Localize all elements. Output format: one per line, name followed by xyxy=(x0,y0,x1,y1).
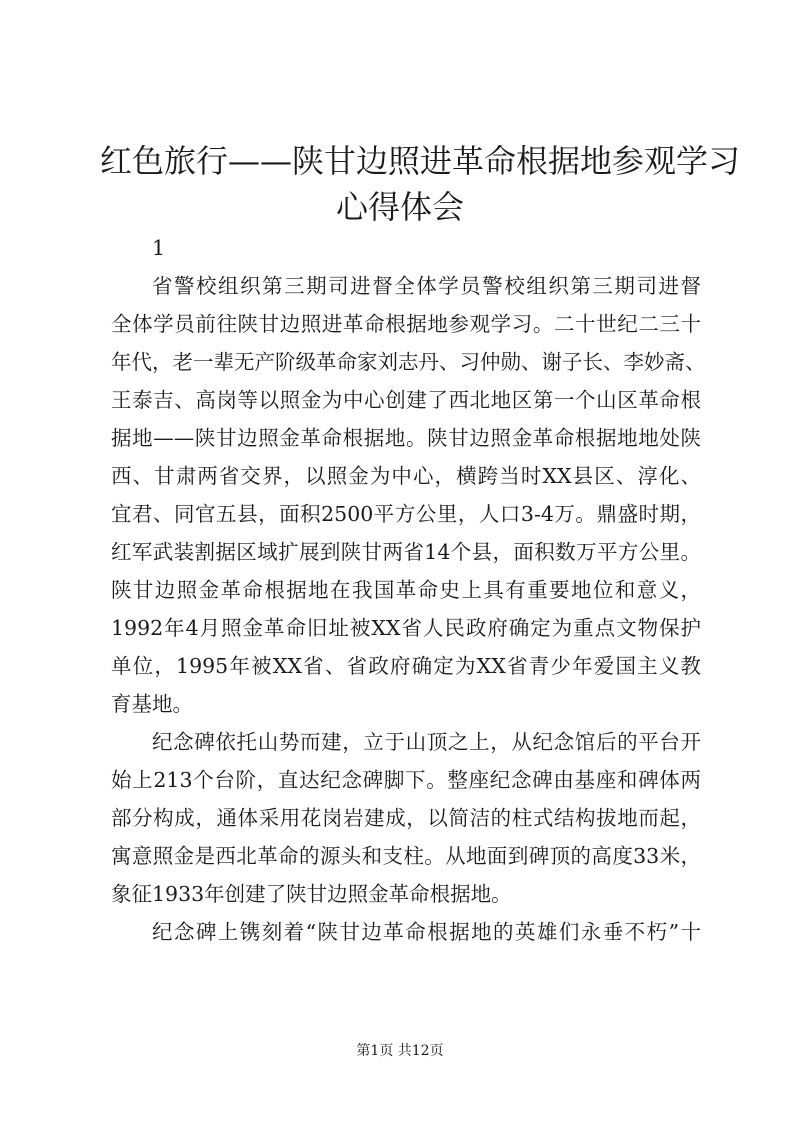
paragraph-line: 红军武装割据区域扩展到陕甘两省14个县，面积数万平方公里。 xyxy=(111,540,701,564)
paragraph-line: 纪念碑上镌刻着“陕甘边革命根据地的英雄们永垂不朽”十 xyxy=(152,920,701,944)
paragraph-line: 省警校组织第三期司进督全体学员警校组织第三期司进督 xyxy=(152,274,701,298)
paragraph-line: 王泰吉、高岗等以照金为中心创建了西北地区第一个山区革命根 xyxy=(111,388,701,412)
document-title xyxy=(100,138,741,230)
paragraph-2 xyxy=(111,723,701,913)
paragraph-1 xyxy=(111,267,706,723)
paragraph-line: 1992年4月照金革命旧址被XX省人民政府确定为重点文物保护 xyxy=(111,616,701,640)
page-footer: 第1页 共12页 xyxy=(356,1043,444,1059)
paragraph-line: 年代，老一辈无产阶级革命家刘志丹、习仲勋、谢子长、李妙斋、 xyxy=(111,350,706,374)
paragraph-line: 象征1933年创建了陕甘边照金革命根据地。 xyxy=(111,882,512,906)
paragraph-line: 据地——陕甘边照金革命根据地。陕甘边照金革命根据地地处陕 xyxy=(111,426,701,450)
paragraph-line: 寓意照金是西北革命的源头和支柱。从地面到碑顶的高度33米， xyxy=(111,844,701,868)
paragraph-line: 西、甘肃两省交界，以照金为中心，横跨当时XX县区、淳化、 xyxy=(111,464,701,488)
paragraph-3 xyxy=(111,913,701,951)
paragraph-line: 纪念碑依托山势而建，立于山顶之上，从纪念馆后的平台开 xyxy=(152,730,701,754)
title-line-1: 红色旅行——陕甘边照进革命根据地参观学习 xyxy=(100,142,741,180)
paragraph-line: 部分构成，通体采用花岗岩建成，以简洁的柱式结构拔地而起， xyxy=(111,806,701,830)
title-line-2: 心得体会 xyxy=(335,188,464,226)
paragraph-line: 育基地。 xyxy=(111,692,193,716)
paragraph-line: 单位，1995年被XX省、省政府确定为XX省青少年爱国主义教 xyxy=(111,654,701,678)
paragraph-line: 全体学员前往陕甘边照进革命根据地参观学习。二十世纪二三十 xyxy=(111,312,701,336)
section-number: 1 xyxy=(152,236,166,260)
document-body xyxy=(111,229,706,951)
paragraph-line: 宜君、同官五县，面积2500平方公里，人口3-4万。鼎盛时期， xyxy=(111,502,701,526)
paragraph-line: 始上213个台阶，直达纪念碑脚下。整座纪念碑由基座和碑体两 xyxy=(111,768,701,792)
paragraph-line: 陕甘边照金革命根据地在我国革命史上具有重要地位和意义， xyxy=(111,578,701,602)
